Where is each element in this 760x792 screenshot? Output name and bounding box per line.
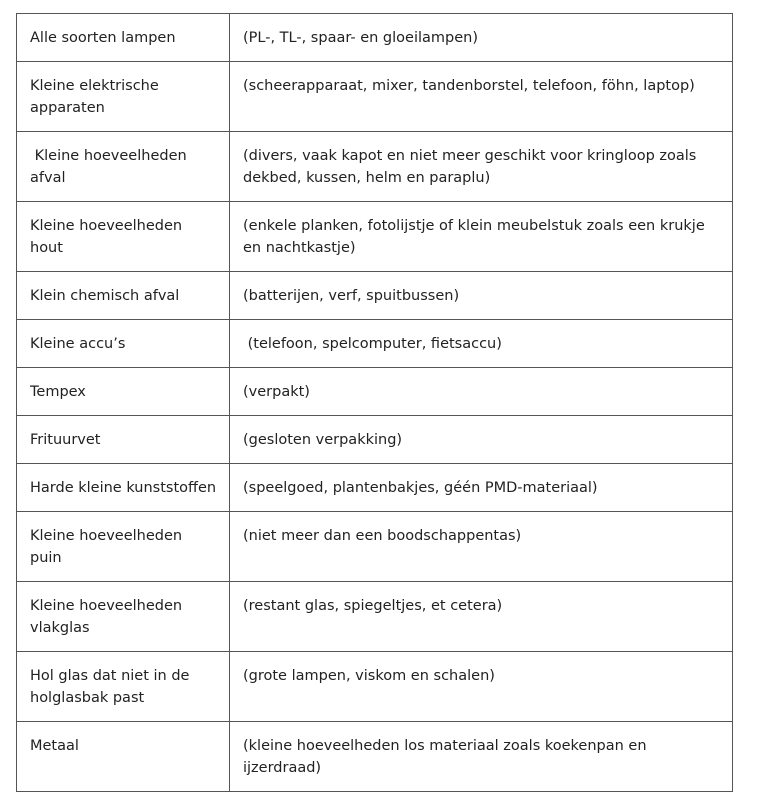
waste-categories-table (16, 13, 733, 792)
examples-cell: (divers, vaak kapot en niet meer geschikt voor kringloop zoals dekbed, kussen, helm en paraplu) (230, 132, 733, 202)
category-cell: Kleine elektrische apparaten (17, 62, 230, 132)
category-cell: Klein chemisch afval (17, 272, 230, 320)
examples-cell: (niet meer dan een boodschappentas) (230, 512, 733, 582)
category-cell: Kleine hoeveelheden puin (17, 512, 230, 582)
table-row (17, 512, 733, 582)
table-body (17, 14, 733, 792)
examples-cell: (telefoon, spelcomputer, fietsaccu) (230, 320, 733, 368)
examples-cell: (batterijen, verf, spuitbussen) (230, 272, 733, 320)
category-cell: Harde kleine kunststoffen (17, 464, 230, 512)
examples-cell: (PL-, TL-, spaar- en gloeilampen) (230, 14, 733, 62)
category-cell: Kleine hoeveelheden afval (17, 132, 230, 202)
category-cell: Kleine hoeveelheden vlakglas (17, 582, 230, 652)
category-cell: Kleine accu’s (17, 320, 230, 368)
examples-cell: (enkele planken, fotolijstje of klein meubelstuk zoals een krukje en nachtkastje) (230, 202, 733, 272)
table-row (17, 202, 733, 272)
examples-cell: (speelgoed, plantenbakjes, géén PMD-materiaal) (230, 464, 733, 512)
table-row (17, 652, 733, 722)
table-row (17, 416, 733, 464)
table-row (17, 582, 733, 652)
examples-cell: (scheerapparaat, mixer, tandenborstel, telefoon, föhn, laptop) (230, 62, 733, 132)
table-row (17, 464, 733, 512)
examples-cell: (kleine hoeveelheden los materiaal zoals koekenpan en ijzerdraad) (230, 722, 733, 792)
table-row (17, 132, 733, 202)
table-row (17, 272, 733, 320)
category-cell: Metaal (17, 722, 230, 792)
table-row (17, 320, 733, 368)
table-row (17, 14, 733, 62)
category-cell: Kleine hoeveelheden hout (17, 202, 230, 272)
examples-cell: (verpakt) (230, 368, 733, 416)
examples-cell: (gesloten verpakking) (230, 416, 733, 464)
category-cell: Alle soorten lampen (17, 14, 230, 62)
examples-cell: (restant glas, spiegeltjes, et cetera) (230, 582, 733, 652)
table-row (17, 62, 733, 132)
category-cell: Tempex (17, 368, 230, 416)
examples-cell: (grote lampen, viskom en schalen) (230, 652, 733, 722)
table-row (17, 368, 733, 416)
category-cell: Hol glas dat niet in de holglasbak past (17, 652, 230, 722)
category-cell: Frituurvet (17, 416, 230, 464)
